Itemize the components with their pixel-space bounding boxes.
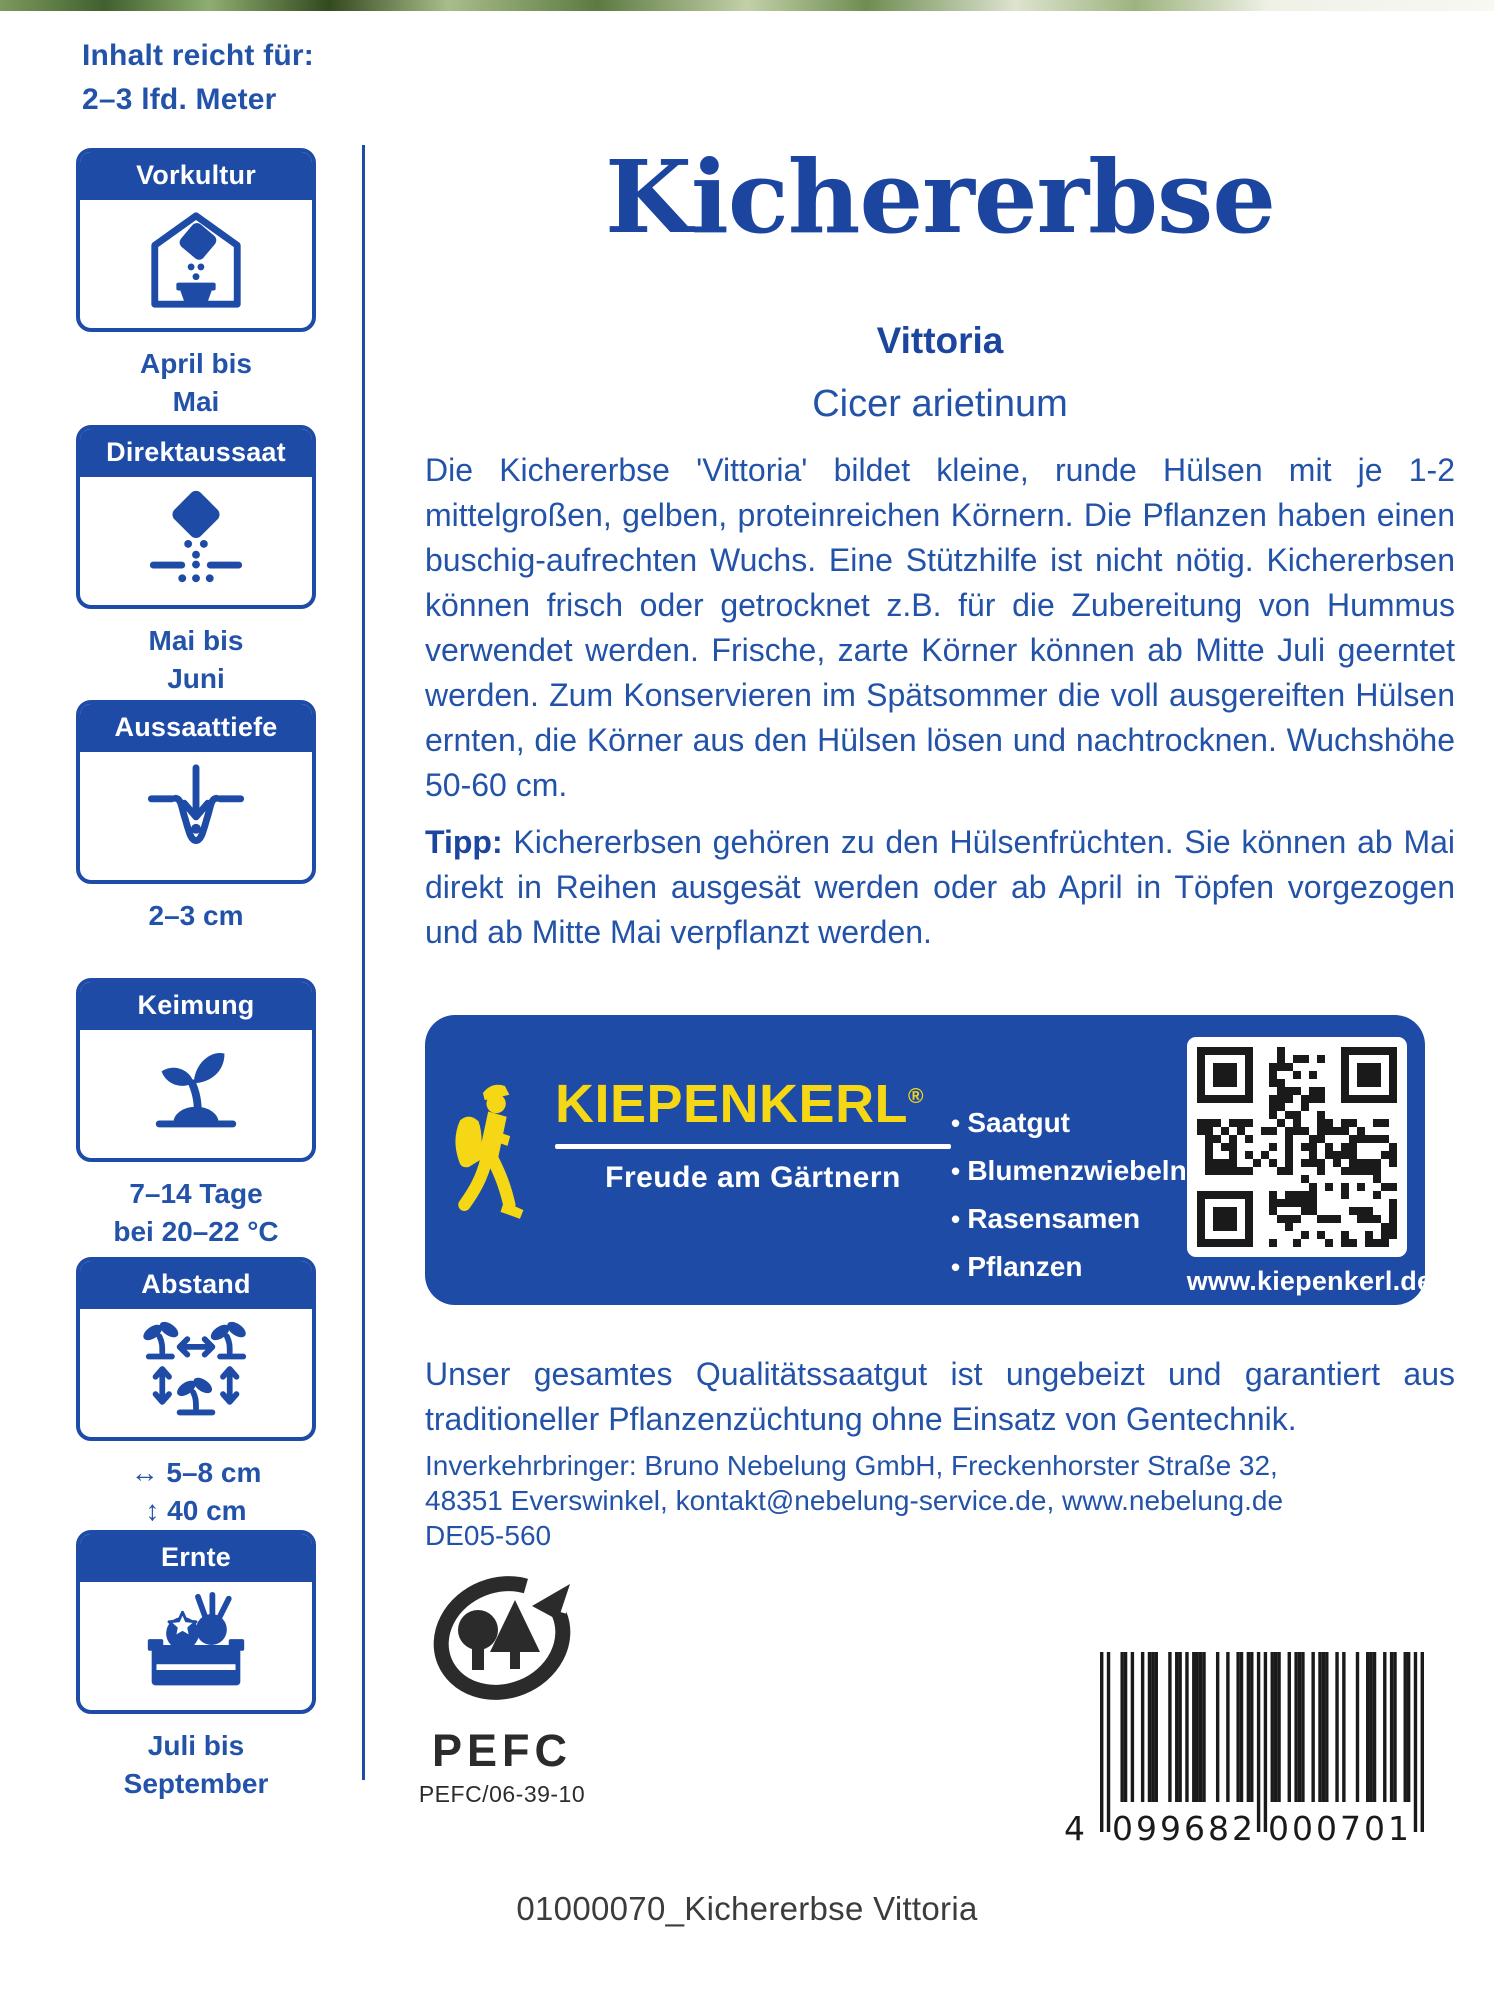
sidebar-title: Keimung xyxy=(80,982,312,1030)
direct-sowing-icon xyxy=(142,485,250,598)
product-list xyxy=(951,1099,1187,1305)
sidebar-item-vorkultur xyxy=(76,148,316,421)
brand-website: www.kiepenkerl.de xyxy=(1186,1266,1433,1296)
product-item: • Rasensamen xyxy=(951,1195,1187,1243)
quality-note: Unser gesamtes Qualitätssaatgut ist ungebeizt und garantiert aus traditioneller Pflanzenzüchtung ohne Einsatz von Gentechnik. xyxy=(425,1356,1455,1437)
vertical-divider xyxy=(362,145,365,1780)
plant-spacing-icon xyxy=(138,1318,254,1429)
distributor-line3: DE05-560 xyxy=(425,1520,552,1551)
sidebar-title: Direktaussaat xyxy=(80,429,312,477)
sidebar-title: Abstand xyxy=(80,1261,312,1309)
pefc-certification xyxy=(412,1568,592,1808)
brand-name: KIEPENKERL xyxy=(555,1074,909,1134)
barcode-digit-group: 099682 xyxy=(1112,1809,1256,1848)
qr-code xyxy=(1187,1037,1407,1257)
distributor-info xyxy=(425,1448,1455,1553)
registered-mark: ® xyxy=(908,1085,925,1108)
product-item: • Blumenzwiebeln xyxy=(951,1147,1187,1195)
logo-rule xyxy=(555,1144,951,1149)
variety-name: Vittoria xyxy=(876,320,1004,361)
footer-caption: 01000070_Kichererbse Vittoria xyxy=(516,1890,978,1927)
pefc-name: PEFC xyxy=(431,1725,572,1776)
distributor-line1: Inverkehrbringer: Bruno Nebelung GmbH, Freckenhorster Straße 32, xyxy=(425,1450,1278,1481)
sidebar-label-line: Juni xyxy=(167,663,225,694)
sidebar-label-line: 7–14 Tage xyxy=(129,1178,263,1209)
content-note-line1: Inhalt reicht für: xyxy=(82,39,314,72)
harvest-crate-icon xyxy=(138,1591,254,1702)
pefc-trees-circle-icon xyxy=(422,1705,582,1722)
sidebar-label-line: Juli bis xyxy=(147,1730,245,1761)
product-item: • Saatgut xyxy=(951,1099,1187,1147)
sidebar-label-line: 2–3 cm xyxy=(148,900,244,931)
sidebar-label-line: September xyxy=(123,1768,269,1799)
germination-sprout-icon xyxy=(142,1038,250,1151)
brand-banner xyxy=(425,1015,1433,1305)
pefc-license: PEFC/06-39-10 xyxy=(418,1781,586,1807)
content-note-line2: 2–3 lfd. Meter xyxy=(82,83,277,116)
barcode-digit-group: 4 xyxy=(1064,1809,1085,1848)
brand-logo xyxy=(453,1073,951,1305)
sidebar-label-line: Mai xyxy=(172,386,220,417)
sidebar-label-line: ↔ 5–8 cm xyxy=(130,1457,262,1488)
botanical-name: Cicer arietinum xyxy=(812,383,1068,425)
sidebar-item-direktaussaat xyxy=(76,425,316,698)
greenhouse-presow-icon xyxy=(142,208,250,321)
sidebar-item-keimung xyxy=(76,978,316,1251)
tip-text: Kichererbsen gehören zu den Hülsenfrüchten. Sie können ab Mai direkt in Reihen ausgesät werden oder ab April in Töpfen vorgezogen und ab Mitte Mai verpflanzt werden. xyxy=(425,824,1456,950)
header-photo-strip xyxy=(0,0,1494,11)
sidebar-label-line: ↕ 40 cm xyxy=(145,1495,247,1526)
kiepenkerl-figure-icon xyxy=(453,1073,541,1305)
description-text: Die Kichererbse 'Vittoria' bildet kleine, runde Hülsen mit je 1-2 mittelgroßen, gelben, proteinreichen Körnern. Die Pflanzen haben einen buschig-aufrechten Wuchs. Eine Stützhilfe ist nicht nötig. Kichererbsen können frisch oder getrocknet z.B. für die Zubereitung von Hummus verwendet werden. Frische, zarte Körner können ab Mitte Juli geerntet werden. Zum Konservieren im Spätsommer die voll ausgereiften Hülsen ernten, die Körner aus den Hülsen lösen und nachtrocknen. Wuchshöhe 50-60 cm. xyxy=(425,452,1455,803)
distributor-line2: 48351 Everswinkel, kontakt@nebelung-service.de, www.nebelung.de xyxy=(425,1485,1284,1516)
tip-paragraph xyxy=(425,820,1455,955)
brand-tagline: Freude am Gärtnern xyxy=(605,1161,901,1194)
sidebar-label-line: April bis xyxy=(139,348,252,379)
content-note xyxy=(82,34,314,122)
page-title: Kichererbse xyxy=(605,138,1275,256)
sidebar-item-ernte xyxy=(76,1530,316,1803)
sidebar-label-line: bei 20–22 °C xyxy=(113,1216,279,1247)
barcode-digit-group: 000701 xyxy=(1268,1809,1412,1848)
sidebar-item-abstand xyxy=(76,1257,316,1530)
sidebar-title: Vorkultur xyxy=(80,152,312,200)
sidebar-item-aussaattiefe xyxy=(76,700,316,935)
sidebar-title: Ernte xyxy=(80,1534,312,1582)
sidebar-label-line: Mai bis xyxy=(148,625,244,656)
product-item: • Pflanzen xyxy=(951,1243,1187,1291)
sidebar-title: Aussaattiefe xyxy=(80,704,312,752)
sowing-depth-icon xyxy=(142,760,250,873)
ean-barcode xyxy=(1064,1652,1424,1848)
tip-label: Tipp: xyxy=(425,824,503,860)
